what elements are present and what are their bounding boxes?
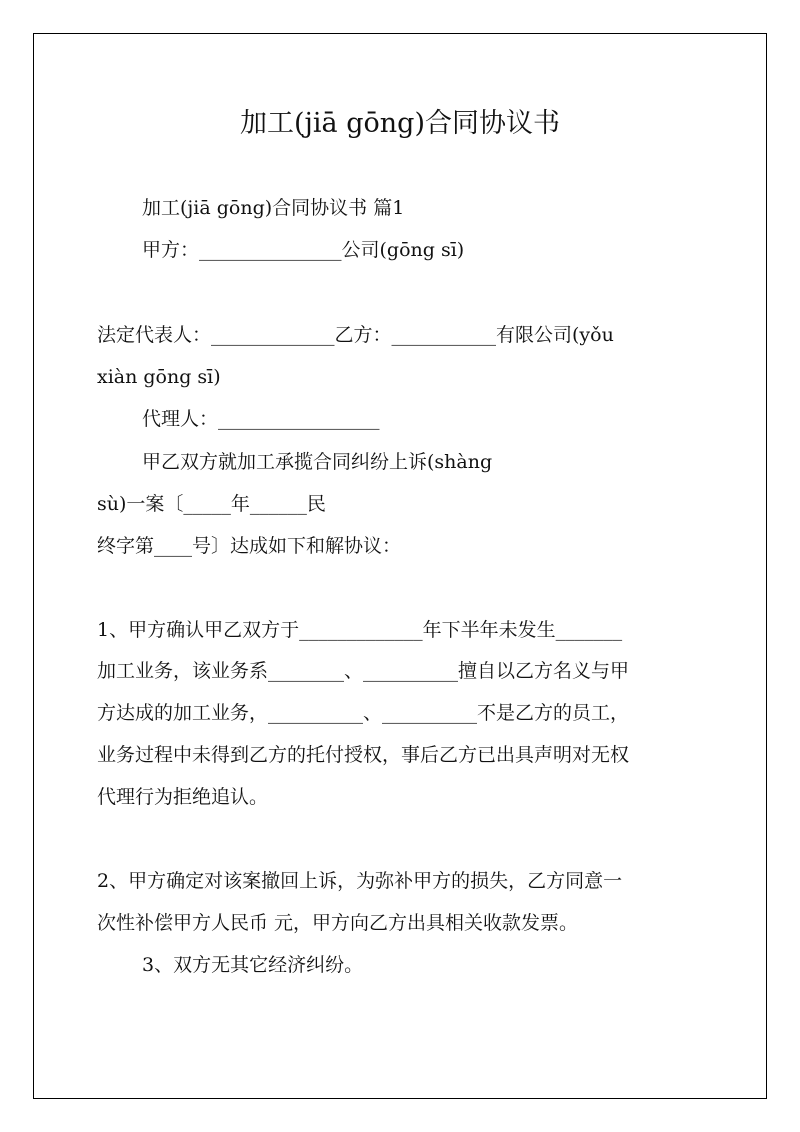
clause-1-line: 1、甲方确认甲乙双方于_____________年下半年未发生_______	[97, 619, 623, 641]
agent-line: 代理人：_________________	[142, 408, 380, 430]
clause-1-line: 加工业务，该业务系________、__________擅自以乙方名义与甲	[97, 660, 630, 682]
clause-1-line: 业务过程中未得到乙方的托付授权，事后乙方已出具声明对无权	[97, 744, 630, 766]
intro-line-3: 终字第____号〕达成如下和解协议：	[97, 535, 402, 557]
clause-2-line: 次性补偿甲方人民币 元，甲方向乙方出具相关收款发票。	[97, 912, 579, 934]
clause-1-line: 方达成的加工业务，__________、__________不是乙方的员工，	[97, 702, 630, 724]
party-a-line: 甲方：_______________公司(gōng sī)	[142, 239, 465, 261]
clause-1-line: 代理行为拒绝追认。	[97, 786, 269, 808]
clause-2-line: 2、甲方确定对该案撤回上诉，为弥补甲方的损失，乙方同意一	[97, 870, 623, 892]
document-title: 加工(jiā gōng)合同协议书	[240, 108, 560, 139]
legal-rep-line: 法定代表人：_____________乙方：___________有限公司(yǒu	[97, 324, 614, 346]
page-border	[33, 33, 767, 1099]
legal-rep-continuation: xiàn gōng sī)	[97, 366, 221, 388]
intro-line-1: 甲乙双方就加工承揽合同纠纷上诉(shàng	[142, 451, 493, 473]
intro-line-2: sù)一案〔_____年______民	[97, 493, 326, 515]
clause-3-line: 3、双方无其它经济纠纷。	[142, 954, 364, 976]
document-subtitle: 加工(jiā gōng)合同协议书 篇1	[142, 197, 405, 219]
